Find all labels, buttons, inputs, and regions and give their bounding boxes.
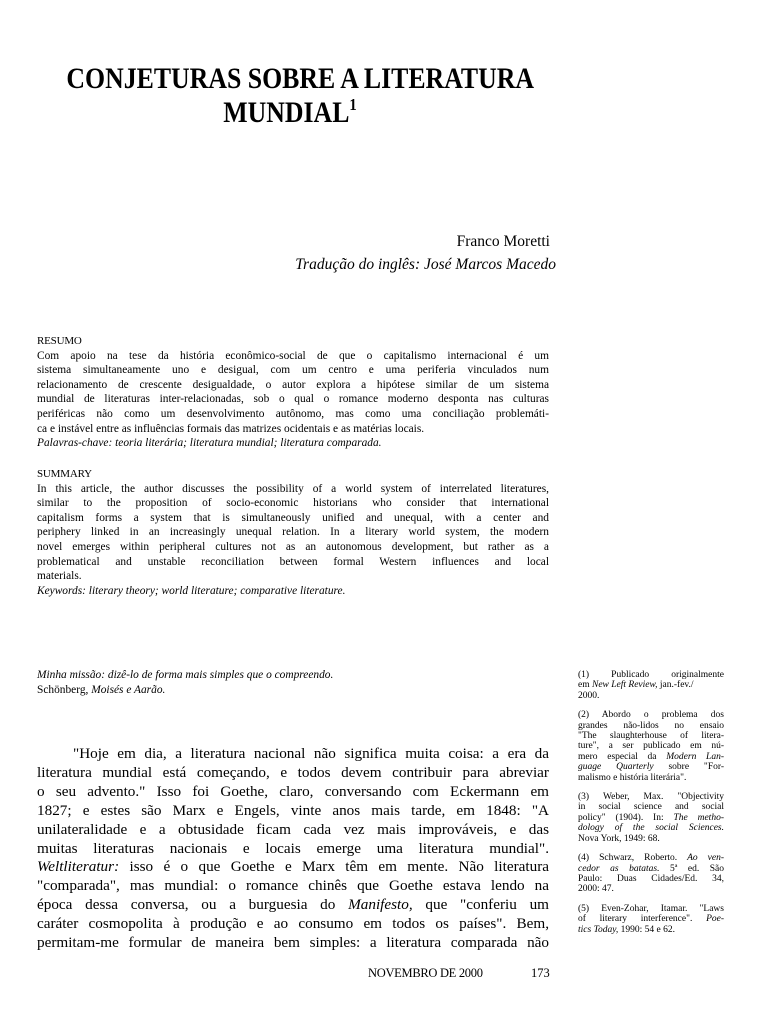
footnote-italic: New Left Review,: [591, 680, 658, 691]
resumo-line: mundial de literaturas inter-relacionadas, sob o qual o romance moderno desponta nas culturas: [37, 393, 549, 406]
footnote-line: (3) Weber, Max. "Objectivity: [578, 792, 724, 803]
epigraph-author: Schönberg,: [37, 683, 89, 696]
summary-keywords: Keywords: literary theory; world literature; comparative literature.: [37, 584, 346, 597]
footnote-line: (1) Publicado originalmente: [578, 670, 724, 680]
summary-line: In this article, the author discusses the possibility of a world system of interrelated literatures,: [37, 482, 549, 495]
resumo-line: periféricas não como um desenvolvimento autônomo, mas como uma conciliação problemáti-: [37, 407, 549, 420]
title-line-2-text: MUNDIAL: [223, 96, 350, 129]
body-line: o seu advento." Isso foi Goethe, claro, conversando com Eckermann em: [37, 782, 549, 800]
title-line-2: [66, 96, 513, 130]
summary-line: periphery linked in an increasingly unequal relation. In a literary world system, the modern: [37, 526, 549, 539]
body-line-text: que "conferiu um: [412, 896, 549, 914]
translator-credit: Tradução do inglês: José Marcos Macedo: [295, 256, 556, 273]
summary-abstract: [37, 467, 549, 598]
footnote-text: mero especial da: [578, 751, 667, 762]
footnote-line: [578, 823, 724, 833]
footnote-line: (5) Even-Zohar, Itamar. "Laws: [578, 903, 724, 914]
footnote-line: Paulo: Duas Cidades/Ed. 34,: [578, 873, 724, 884]
footnote-italic: cedor as batatas.: [578, 863, 660, 874]
footnote-line: malismo e história literária".: [578, 772, 687, 783]
resumo-heading: RESUMO: [37, 335, 82, 347]
footnote-4: [578, 853, 724, 895]
footnote-line: 2000.: [578, 690, 600, 701]
footnote-text: (4) Schwarz, Roberto.: [578, 853, 688, 864]
summary-line: problematical and unstable reconciliation between formal Western influences and local: [37, 555, 549, 568]
footnote-line: [578, 914, 724, 924]
footnote-italic: Modern Lan-: [666, 751, 724, 762]
footnote-italic: dology of the social Sciences.: [578, 823, 724, 834]
footnote-line: [578, 925, 724, 935]
summary-heading: SUMMARY: [37, 468, 92, 480]
body-italic-term: Manifesto,: [348, 896, 413, 914]
footnote-italic: tics Today,: [578, 924, 619, 935]
footnote-line: [578, 853, 724, 863]
footnotes-column: [578, 670, 724, 944]
footnote-line: Nova York, 1949: 68.: [578, 833, 660, 844]
footnote-italic: guage Quarterly: [578, 762, 654, 773]
body-line: literatura mundial está começando, e todos devem contribuir para abreviar: [37, 763, 549, 781]
summary-line: capitalism forms a system that is simultaneously unified and unequal, with a center and: [37, 511, 549, 524]
footnote-italic: The metho-: [673, 812, 724, 823]
footnote-italic: Ao ven-: [687, 853, 724, 864]
footnote-text: sobre "For-: [653, 762, 724, 773]
body-line: caráter cosmopolita à produção e ao consumo em todos os países". Bem,: [37, 915, 549, 933]
footnote-line: grandes não-lidos no ensaio: [578, 720, 724, 731]
resumo-keywords: Palavras-chave: teoria literária; literatura mundial; literatura comparada.: [37, 437, 382, 450]
footnote-text: policy" (1904). In:: [578, 812, 674, 823]
body-line: [37, 896, 549, 915]
footnote-line: 2000: 47.: [578, 884, 614, 895]
footnote-line: [578, 864, 724, 874]
summary-line: similar to the proposition of socio-economic historians who consider that international: [37, 497, 549, 510]
epigraph-work: Moisés e Aarão.: [91, 683, 166, 696]
body-line-text: isso é o que Goethe e Marx têm em mente. Não literatura: [119, 858, 549, 876]
body-line: "Hoje em dia, a literatura nacional não significa muita coisa: a era da: [73, 745, 549, 762]
footnote-line: [578, 752, 724, 762]
title-line-1: CONJETURAS SOBRE A LITERATURA: [66, 62, 535, 95]
summary-line: materials.: [37, 570, 82, 583]
body-line: 1827; e estes são Marx e Engels, vinte anos mais tarde, em 1848: "A: [37, 801, 549, 819]
footnote-line: [578, 813, 724, 823]
article-title: [66, 62, 535, 130]
footnote-text: of literary interference".: [578, 914, 707, 925]
footnote-line: [578, 680, 724, 690]
resumo-line: Com apoio na tese da história econômico-social de que o capitalismo internacional é um: [37, 349, 549, 362]
body-line-text: época dessa conversa, ou a burguesia do: [37, 896, 349, 914]
resumo-line: ca e instável entre as influências formais das matrizes ocidentais e as matérias locais.: [37, 422, 425, 435]
page-number: 173: [531, 966, 550, 980]
footnote-1: [578, 670, 724, 701]
epigraph-attribution: [37, 683, 333, 698]
body-line: muitas literaturas nacionais e locais emerge uma literatura mundial".: [37, 839, 549, 857]
footnote-3: [578, 792, 724, 844]
footnote-italic: Poe-: [706, 914, 724, 925]
footnote-text: 5ª ed. São: [659, 863, 724, 874]
footnote-text: 1990: 54 e 62.: [618, 924, 676, 935]
author-name: Franco Moretti: [456, 233, 550, 250]
footnote-2: [578, 710, 724, 783]
epigraph: [37, 668, 333, 697]
body-line: "comparada", mas mundial: o romance chinês que Goethe estava lendo na: [37, 877, 549, 895]
body-line: permitam-me formular de maneira bem simples: a literatura comparada não: [37, 934, 549, 952]
summary-line: novel emerges within peripheral cultures not as an autonomous development, but rather as a: [37, 540, 549, 553]
footnote-line: ture", a ser publicado em nú-: [578, 741, 724, 752]
footnote-line: "The slaughterhouse of litera-: [578, 731, 724, 742]
body-paragraph: [37, 745, 549, 953]
resumo-abstract: [37, 334, 549, 451]
body-italic-term: Weltliteratur:: [37, 858, 120, 876]
body-line: [37, 858, 549, 877]
footnote-5: [578, 904, 724, 935]
title-footnote-ref: 1: [349, 95, 357, 114]
resumo-line: sistema simultaneamente uno e desigual, com um centro e uma periferia vinculados num: [37, 364, 549, 377]
resumo-line: relacionamento de crescente desigualdade, o autor explora a hipótese similar de um sistema: [37, 378, 549, 391]
footnote-text: em: [578, 680, 592, 691]
footnote-text: jan.-fev./: [657, 680, 694, 691]
epigraph-quote: Minha missão: dizê-lo de forma mais simples que o compreendo.: [37, 669, 334, 681]
footnote-line: [578, 762, 724, 772]
footnote-line: (2) Abordo o problema dos: [578, 710, 724, 721]
footnote-line: in social science and social: [578, 802, 724, 813]
footer-issue-date: NOVEMBRO DE 2000: [368, 966, 483, 980]
body-line: unilateralidade e a obtusidade ficam cada vez mais improváveis, e das: [37, 820, 549, 838]
